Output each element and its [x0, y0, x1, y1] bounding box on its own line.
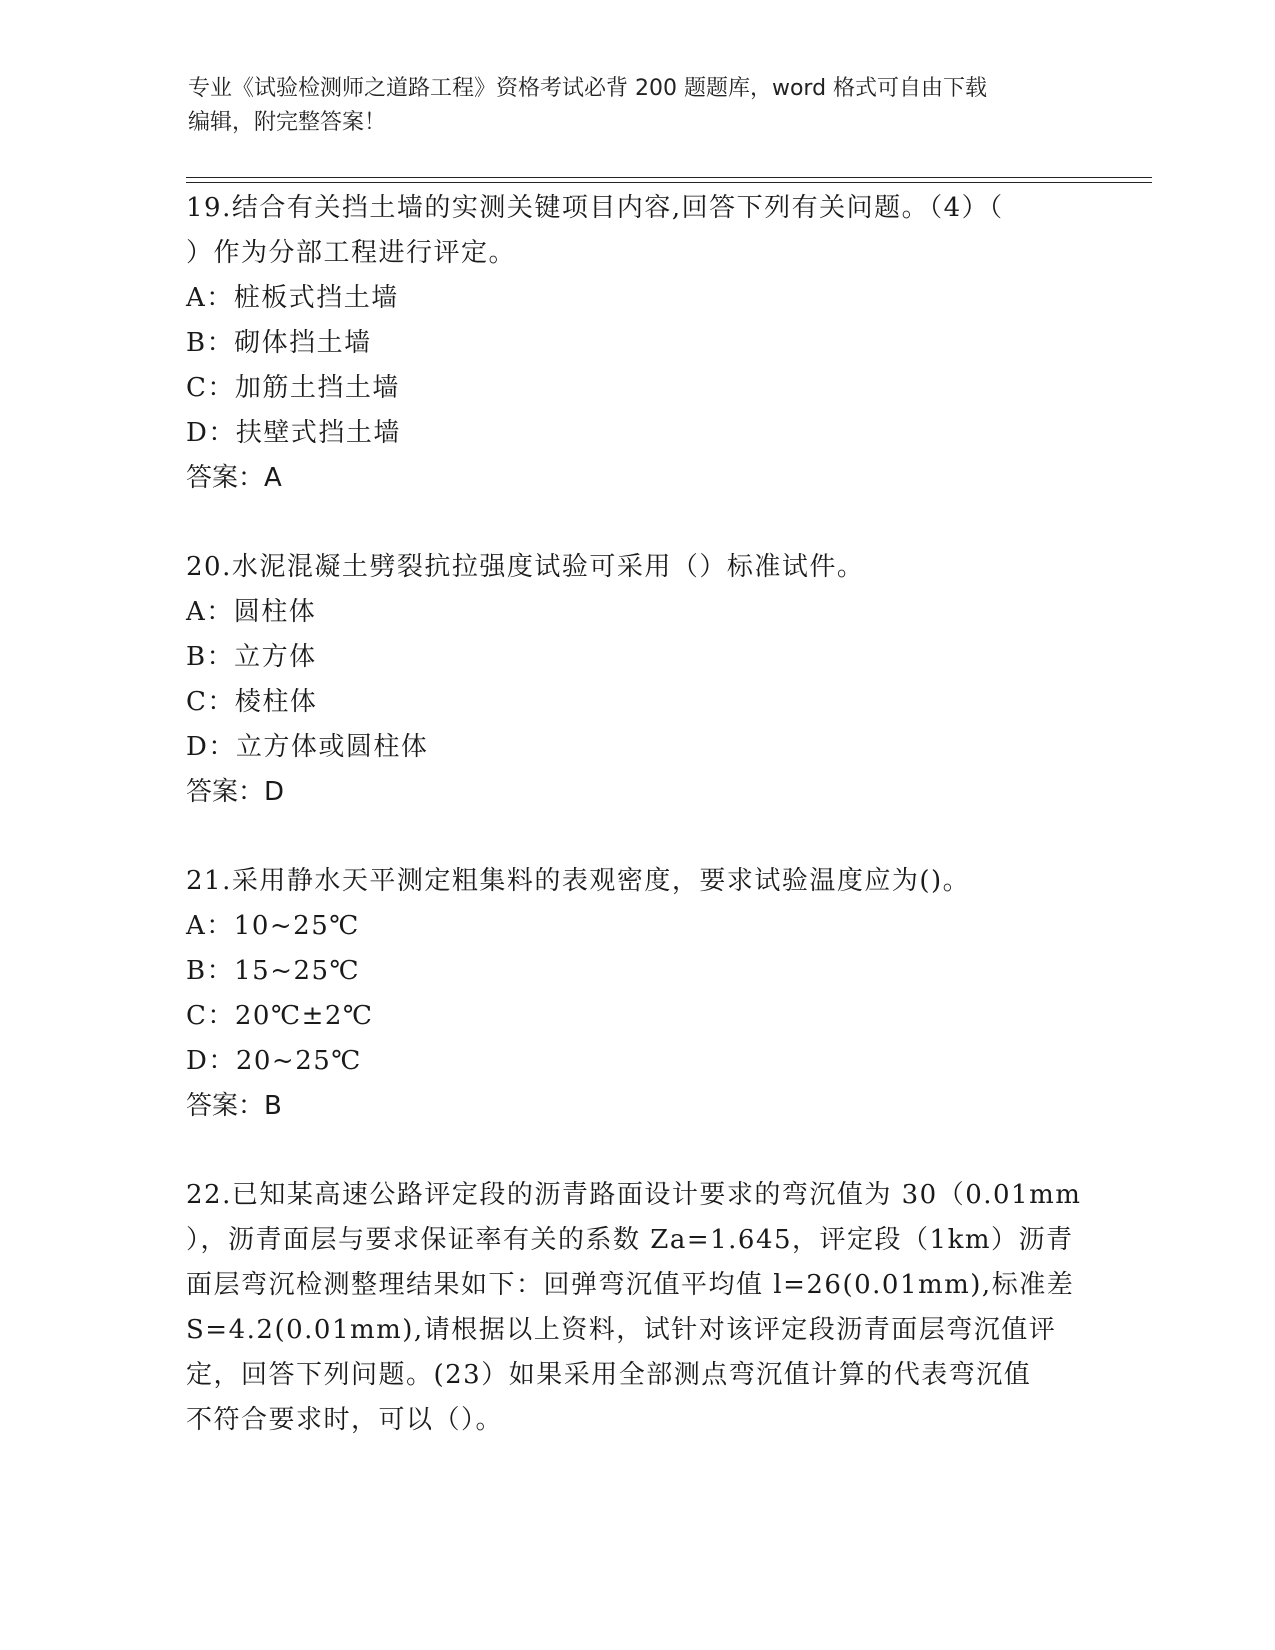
question-list — [186, 186, 1086, 1487]
question-stem-line: ），沥青面层与要求保证率有关的系数 Za=1.645，评定段（1km）沥青 — [186, 1225, 1074, 1255]
question-stem-line: 21.采用静水天平测定粗集料的表观密度，要求试验温度应为()。 — [186, 866, 971, 896]
question-stem — [186, 1173, 1086, 1443]
question-19 — [186, 186, 1086, 501]
question-stem — [186, 545, 1086, 590]
question-21 — [186, 859, 1086, 1129]
question-stem-line: 19.结合有关挡土墙的实测关键项目内容,回答下列有关问题。（4）（ — [186, 193, 1004, 223]
option-a: A：桩板式挡土墙 — [186, 283, 399, 313]
question-20 — [186, 545, 1086, 815]
option-d: D：立方体或圆柱体 — [186, 732, 429, 762]
option-b: B：砌体挡土墙 — [186, 328, 372, 358]
option-d: D：20~25℃ — [186, 1046, 362, 1076]
question-stem-line: S=4.2(0.01mm),请根据以上资料，试针对该评定段沥青面层弯沉值评 — [186, 1315, 1057, 1345]
header-divider-thick — [186, 177, 1152, 178]
answer-label: 答案：A — [186, 463, 282, 493]
header-title-line-2: 编辑，附完整答案！ — [188, 110, 387, 135]
header-divider-thin — [186, 182, 1152, 183]
option-a: A：10~25℃ — [186, 911, 360, 941]
option-a: A：圆柱体 — [186, 597, 317, 627]
option-c: C：加筋土挡土墙 — [186, 373, 400, 403]
question-stem-line: 22.已知某高速公路评定段的沥青路面设计要求的弯沉值为 30（0.01mm — [186, 1180, 1082, 1210]
option-b: B：立方体 — [186, 642, 317, 672]
header-title-line-1: 专业《试验检测师之道路工程》资格考试必背 200 题题库，word 格式可自由下载 — [188, 76, 988, 101]
answer-label: 答案：B — [186, 1091, 282, 1121]
question-stem — [186, 186, 1086, 276]
option-c: C：棱柱体 — [186, 687, 318, 717]
question-stem-line: ）作为分部工程进行评定。 — [186, 238, 517, 268]
question-stem — [186, 859, 1086, 904]
question-22 — [186, 1173, 1086, 1443]
option-c: C：20℃±2℃ — [186, 1001, 374, 1031]
question-stem-line: 面层弯沉检测整理结果如下：回弹弯沉值平均值 l=26(0.01mm),标准差 — [186, 1270, 1075, 1300]
question-stem-line: 不符合要求时，可以（）。 — [186, 1405, 504, 1435]
question-stem-line: 20.水泥混凝土劈裂抗拉强度试验可采用（）标准试件。 — [186, 552, 865, 582]
document-header — [188, 72, 1088, 140]
option-d: D：扶壁式挡土墙 — [186, 418, 401, 448]
answer-label: 答案：D — [186, 777, 285, 807]
question-stem-line: 定，回答下列问题。(23）如果采用全部测点弯沉值计算的代表弯沉值 — [186, 1360, 1032, 1390]
option-b: B：15~25℃ — [186, 956, 361, 986]
